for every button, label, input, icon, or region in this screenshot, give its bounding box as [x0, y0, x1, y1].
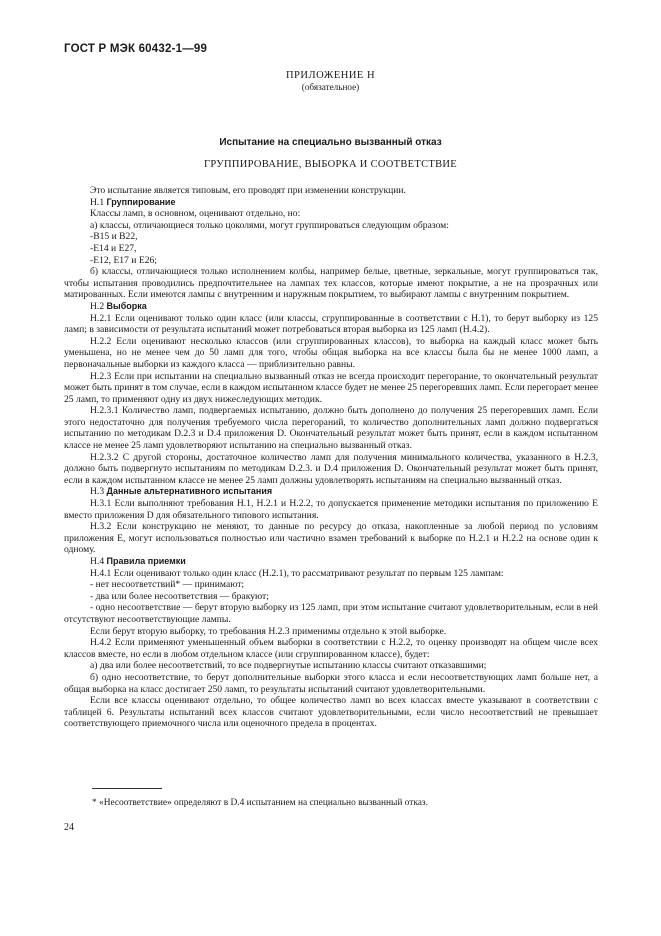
paragraph: Н.2.1 Если оценивают только один класс (или классы, сгруппированные в соответствии с Н.1), то берут выборку из 125 ламп; в зависимости от результата испытаний может потребоваться вторая выборка из 125 ламп (Н.4.2).	[64, 312, 598, 336]
section-heading	[64, 301, 598, 313]
paragraph: Н.2.3.1 Количество ламп, подвергаемых испытанию, должно быть дополнено до получения 25 перегоревших ламп. Если этого недостаточно для получения требуемого числа перегораний, то количество дополнительных ламп должно подвергаться испытанию по методикам D.2.3 и D.4 приложения D. Окончательный результат может быть принят, если в каждом испытанном классе не менее 25 ламп удовлетворяют испытанию на специально вызванный отказ.	[64, 405, 598, 452]
section-heading	[64, 556, 598, 568]
paragraph: Н.2.2 Если оценивают несколько классов (или сгруппированных классов), то выборка на каждый класс может быть уменьшена, но не менее чем до 50 ламп для того, чтобы общая выборка на все классы была бы не менее 1000 ламп, а первоначальные выборки из каждого класса — приблизительно равны.	[64, 335, 598, 370]
paragraph: Классы ламп, в основном, оценивают отдельно, но:	[90, 208, 301, 220]
section-number: Н.3	[90, 486, 107, 498]
list-item: б) одно несоответствие, то берут дополнительные выборки этого класса и если несоответствующих ламп больше нет, а общая выборка на класс достигает 250 ламп, то результаты испытаний считают удовлетворительными.	[64, 671, 598, 695]
list-item: -E14 и E27,	[90, 242, 137, 254]
paragraph: Н.4.1 Если оценивают только один класс (Н.2.1), то рассматривают результат по первым 125 лампам:	[90, 567, 504, 579]
list-item: -B15 и B22,	[90, 231, 138, 243]
annex-title: ПРИЛОЖЕНИЕ Н	[285, 70, 376, 81]
section-title: Правила приемки	[106, 556, 186, 566]
paragraph: Это испытание является типовым, его проводят при изменении конструкции.	[90, 185, 406, 196]
paragraph: Если берут вторую выборку, то требования Н.2.3 применимы отдельно к этой выборке.	[90, 625, 447, 637]
section-number: Н.1	[90, 196, 107, 208]
standard-header: ГОСТ Р МЭК 60432-1—99	[64, 43, 208, 55]
footnote-divider	[92, 788, 162, 789]
section-heading	[64, 197, 598, 209]
section-title: Данные альтернативного испытания	[106, 486, 273, 497]
list-item: а) два или более несоответствий, то все подвергнутые испытанию классы считают отказавшими;	[90, 660, 487, 672]
paragraph: Н.2.3 Если при испытании на специально вызванный отказ не всегда происходит перегорание, то окончательный результат может быть принят в том случае, если в каждом испытанном классе будет не менее 25 перегоревших ламп. Если перегорает менее 25 ламп, то применяют одну из двух нижеследующих методик.	[64, 370, 598, 405]
page-number: 24	[64, 822, 74, 833]
paragraph: Н.2.3.2 С другой стороны, достаточное количество ламп для получения минимального количества, указанного в Н.2.3, должно быть подвергнуто испытаниям по методикам D.2.3. и D.4 приложения D. Окончательный результат может быть принят, если в каждом испытанном классе не менее 25 ламп должны удовлетворять испытаниям на специально вызванный отказ.	[64, 451, 598, 486]
paragraph: Если все классы оценивают отдельно, то общее количество ламп во всех классах вместе указывают в соответствии с таблицей 6. Результаты испытаний всех классов считают удовлетворительными, если число несоответствий не превышает соответствующего приемочного числа или оценочного предела в процентах.	[64, 695, 598, 730]
annex-heading	[0, 70, 661, 93]
footnote: * «Несоответствие» определяют в D.4 испытанием на специально вызванный отказ.	[92, 798, 428, 808]
section-heading	[64, 486, 598, 498]
document-title: Испытание на специально вызванный отказ	[219, 137, 442, 148]
list-item: -E12, E17 и E26;	[90, 254, 157, 266]
section-number: Н.2	[90, 300, 107, 312]
body-text	[64, 185, 598, 730]
section-title: Группирование	[106, 196, 176, 207]
paragraph: Н.3.1 Если выполняют требования Н.1, Н.2.1 и Н.2.2, то допускается применение методики испытания по приложению Е вместо приложения D для обязательного типового испытания.	[64, 498, 598, 521]
annex-status: (обязательное)	[301, 82, 360, 92]
list-item: - одно несоответствие — берут вторую выборку из 125 ламп, при этом испытание считают удовлетворительным, если в ней отсутствуют несоответствующие лампы.	[64, 602, 598, 625]
section-title: Выборка	[106, 300, 147, 311]
list-item: - два или более несоответствия — бракуют;	[90, 590, 269, 602]
paragraph: Н.3.2 Если конструкцию не меняют, то данные по ресурсу до отказа, накопленные за любой период по условиям приложения Е, могут использоваться полностью или частично взамен требований к выборке по Н.2.1 и Н.2.2 на основе один к одному.	[64, 521, 598, 556]
list-item: - нет несоответствий* — принимают;	[90, 579, 245, 591]
document-subtitle: ГРУППИРОВАНИЕ, ВЫБОРКА И СООТВЕТСТВИЕ	[203, 159, 458, 170]
paragraph: Н.4.2 Если применяют уменьшенный объем выборки в соответствии с Н.2.2, то оценку производят на общем числе всех классов вместе, но если в любом отдельном классе (или сгруппированном классе), будет:	[64, 637, 598, 660]
paragraph: а) классы, отличающиеся только цоколями, могут группироваться следующим образом:	[90, 219, 449, 231]
paragraph: б) классы, отличающиеся только исполнением колбы, например белые, цветные, зеркальные, могут группироваться так, чтобы испытания проводились предпочтительнее на лампах тех классов, которые имеют покрытие, а не на прозрачных или матированных. Если имеются лампы с внутренним и наружным покрытием, то выбирают лампы с внутренним покрытием.	[64, 266, 598, 301]
section-number: Н.4	[90, 556, 107, 567]
